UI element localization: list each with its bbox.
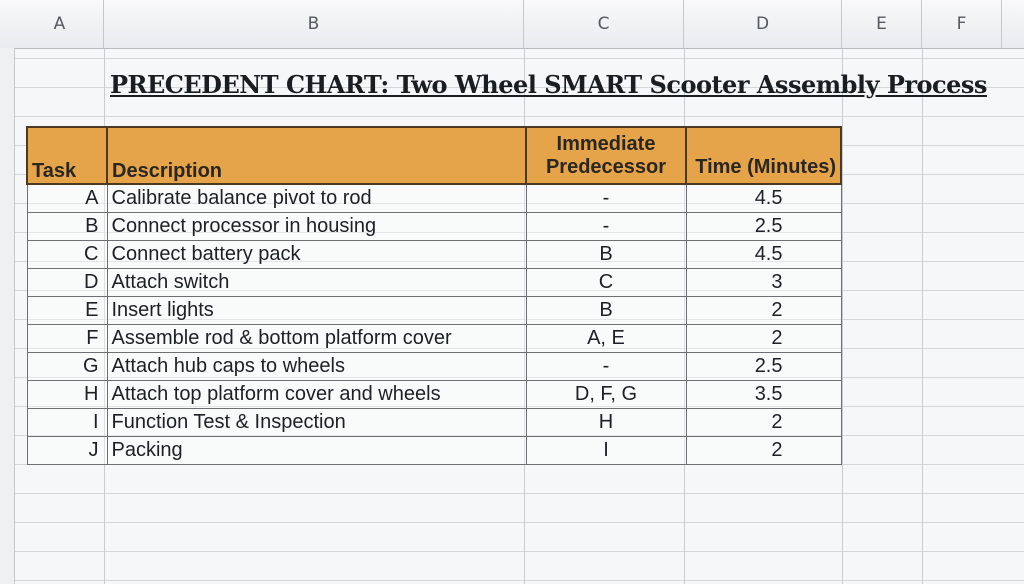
description-cell[interactable]: Connect processor in housing bbox=[107, 212, 526, 240]
table-row bbox=[27, 212, 841, 240]
task-cell[interactable]: F bbox=[27, 324, 107, 352]
table-row bbox=[27, 184, 841, 212]
column-header-f[interactable]: F bbox=[922, 0, 1002, 48]
header-time[interactable]: Time (Minutes) bbox=[686, 156, 841, 184]
table-body bbox=[27, 184, 841, 464]
column-header-c[interactable]: C bbox=[524, 0, 684, 48]
table-row bbox=[27, 268, 841, 296]
time-cell[interactable]: 2.5 bbox=[686, 212, 841, 240]
description-cell[interactable]: Calibrate balance pivot to rod bbox=[107, 184, 526, 212]
time-cell[interactable]: 2 bbox=[686, 436, 841, 464]
table-row bbox=[27, 240, 841, 268]
sheet-title: PRECEDENT CHART: Two Wheel SMART Scooter Assembly Process bbox=[110, 70, 987, 99]
time-cell[interactable]: 4.5 bbox=[686, 184, 841, 212]
description-cell[interactable]: Attach top platform cover and wheels bbox=[107, 380, 526, 408]
predecessor-cell[interactable]: B bbox=[526, 240, 686, 268]
time-cell[interactable]: 2 bbox=[686, 324, 841, 352]
description-cell[interactable]: Insert lights bbox=[107, 296, 526, 324]
table-row bbox=[27, 436, 841, 464]
column-header-a[interactable]: A bbox=[16, 0, 104, 48]
task-cell[interactable]: I bbox=[27, 408, 107, 436]
predecessor-cell[interactable]: - bbox=[526, 352, 686, 380]
task-cell[interactable]: H bbox=[27, 380, 107, 408]
row-header-bar bbox=[0, 48, 15, 584]
predecessor-cell[interactable]: A, E bbox=[526, 324, 686, 352]
description-cell[interactable]: Connect battery pack bbox=[107, 240, 526, 268]
predecessor-cell[interactable]: C bbox=[526, 268, 686, 296]
task-cell[interactable]: J bbox=[27, 436, 107, 464]
predecessor-cell[interactable]: - bbox=[526, 212, 686, 240]
column-header-b[interactable]: B bbox=[104, 0, 524, 48]
predecessor-cell[interactable]: D, F, G bbox=[526, 380, 686, 408]
predecessor-cell[interactable]: I bbox=[526, 436, 686, 464]
time-cell[interactable]: 4.5 bbox=[686, 240, 841, 268]
time-cell[interactable]: 2 bbox=[686, 296, 841, 324]
task-cell[interactable]: C bbox=[27, 240, 107, 268]
task-cell[interactable]: G bbox=[27, 352, 107, 380]
task-cell[interactable]: A bbox=[27, 184, 107, 212]
predecessor-cell[interactable]: B bbox=[526, 296, 686, 324]
table-row bbox=[27, 408, 841, 436]
header-predecessor-line2[interactable]: Predecessor bbox=[526, 156, 686, 184]
task-cell[interactable]: B bbox=[27, 212, 107, 240]
description-cell[interactable]: Attach switch bbox=[107, 268, 526, 296]
table-row bbox=[27, 324, 841, 352]
time-cell[interactable]: 3.5 bbox=[686, 380, 841, 408]
precedence-table bbox=[26, 126, 842, 465]
header-time-top[interactable] bbox=[686, 127, 841, 156]
column-header-e[interactable]: E bbox=[842, 0, 922, 48]
column-header-bar bbox=[0, 0, 1024, 49]
time-cell[interactable]: 2.5 bbox=[686, 352, 841, 380]
description-cell[interactable]: Assemble rod & bottom platform cover bbox=[107, 324, 526, 352]
time-cell[interactable]: 2 bbox=[686, 408, 841, 436]
header-predecessor-line1[interactable]: Immediate bbox=[526, 127, 686, 156]
predecessor-cell[interactable]: - bbox=[526, 184, 686, 212]
description-cell[interactable]: Attach hub caps to wheels bbox=[107, 352, 526, 380]
table-row bbox=[27, 352, 841, 380]
task-cell[interactable]: E bbox=[27, 296, 107, 324]
description-cell[interactable]: Packing bbox=[107, 436, 526, 464]
task-cell[interactable]: D bbox=[27, 268, 107, 296]
table-row bbox=[27, 296, 841, 324]
header-task[interactable]: Task bbox=[27, 127, 107, 184]
header-description[interactable]: Description bbox=[107, 127, 526, 184]
table-row bbox=[27, 380, 841, 408]
column-header-d[interactable]: D bbox=[684, 0, 842, 48]
description-cell[interactable]: Function Test & Inspection bbox=[107, 408, 526, 436]
predecessor-cell[interactable]: H bbox=[526, 408, 686, 436]
time-cell[interactable]: 3 bbox=[686, 268, 841, 296]
